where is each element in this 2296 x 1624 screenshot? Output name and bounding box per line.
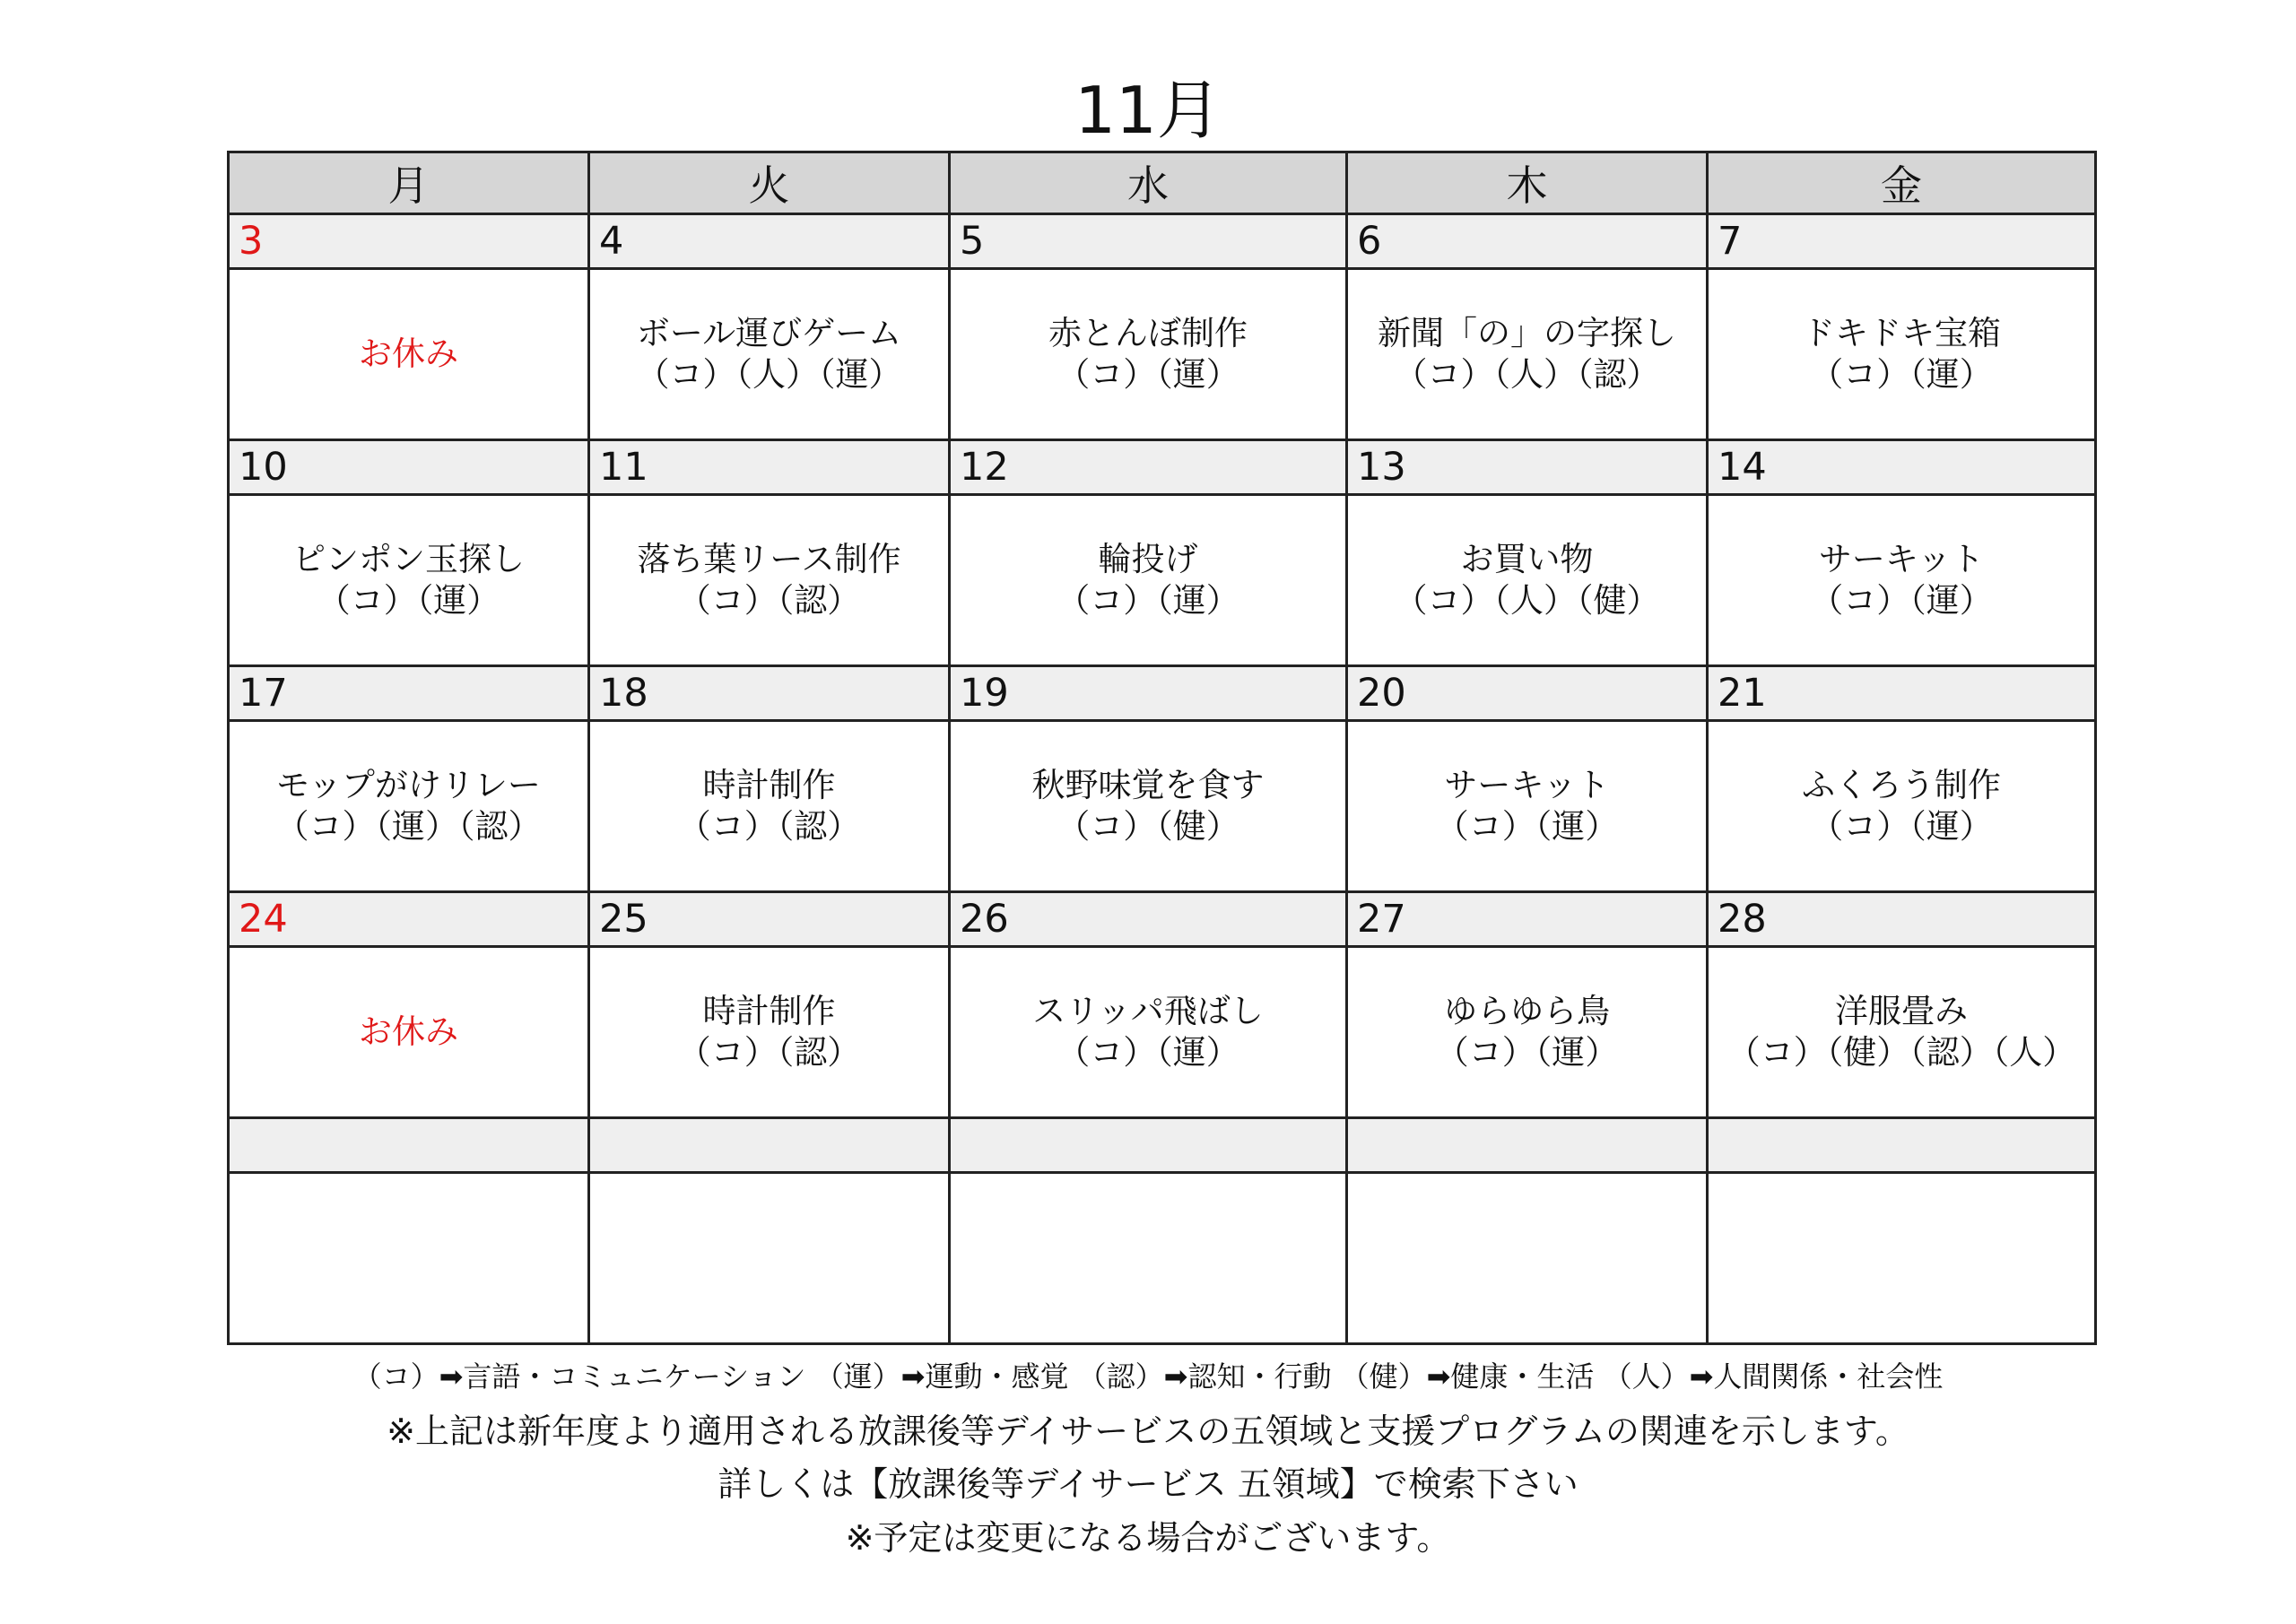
date-cell: 5 (950, 214, 1347, 269)
activity-name: ボール運びゲーム (636, 314, 902, 352)
weekday-wed: 水 (950, 152, 1347, 214)
note-schedule-change: ※予定は変更になる場合がございます。 (845, 1518, 1451, 1558)
date-cell: 12 (950, 440, 1347, 495)
activity-tags: （コ）（運） (1057, 355, 1239, 394)
activity-tags: （コ）（人）（運） (636, 355, 902, 394)
activity-cell (1347, 1173, 1708, 1344)
date-cell: 14 (1708, 440, 2096, 495)
date-cell (589, 1118, 950, 1173)
activity-tags: （コ）（健）（認）（人） (1726, 1033, 2076, 1072)
week-5-date-row (229, 1118, 2096, 1173)
weekday-thu: 木 (1347, 152, 1708, 214)
week-1-activity-row (229, 269, 2096, 440)
activity-name: 新聞「の」の字探し (1378, 314, 1676, 352)
activity-cell (950, 721, 1347, 892)
activity-cell (1708, 721, 2096, 892)
date-cell: 19 (950, 666, 1347, 721)
activity-name: サーキット (1818, 540, 1985, 578)
weekday-tue: 火 (589, 152, 950, 214)
activity-name: お買い物 (1460, 540, 1594, 578)
date-cell: 4 (589, 214, 950, 269)
week-2-activity-row (229, 495, 2096, 666)
date-cell (1347, 1118, 1708, 1173)
activity-cell (1347, 947, 1708, 1118)
date-cell: 13 (1347, 440, 1708, 495)
week-3-activity-row (229, 721, 2096, 892)
activity-tags: （コ）（運） (1435, 1033, 1619, 1072)
date-cell: 6 (1347, 214, 1708, 269)
note-search-hint: 詳しくは【放課後等デイサービス 五領域】で検索下さい (718, 1464, 1578, 1504)
activity-cell (950, 1173, 1347, 1344)
activity-name: ドキドキ宝箱 (1802, 314, 2001, 352)
activity-name: 落ち葉リース制作 (637, 540, 901, 578)
activity-cell (1708, 269, 2096, 440)
date-cell: 27 (1347, 892, 1708, 947)
activity-cell (229, 1173, 589, 1344)
activity-name: 時計制作 (702, 992, 836, 1030)
date-cell (950, 1118, 1347, 1173)
holiday-label: お休み (359, 1012, 458, 1051)
date-cell: 20 (1347, 666, 1708, 721)
activity-cell (229, 495, 589, 666)
weekday-header-row (229, 152, 2096, 214)
date-cell: 10 (229, 440, 589, 495)
activity-cell (229, 721, 589, 892)
activity-cell (229, 269, 589, 440)
date-cell: 25 (589, 892, 950, 947)
activity-tags: （コ）（認） (677, 1033, 861, 1072)
note-five-domains: ※上記は新年度より適用される放課後等デイサービスの五領域と支援プログラムの関連を示します。 (387, 1411, 1909, 1451)
date-cell: 3 (229, 214, 589, 269)
activity-name: スリッパ飛ばし (1032, 992, 1264, 1030)
activity-name: 時計制作 (702, 766, 836, 804)
activity-cell (1708, 1173, 2096, 1344)
weekday-mon: 月 (229, 152, 589, 214)
activity-cell (1708, 495, 2096, 666)
activity-tags: （コ）（人）（認） (1394, 355, 1660, 394)
activity-cell (1347, 495, 1708, 666)
activity-cell (589, 1173, 950, 1344)
date-cell: 11 (589, 440, 950, 495)
activity-tags: （コ）（運） (1057, 581, 1239, 620)
activity-name: 洋服畳み (1835, 992, 1968, 1030)
activity-name: ピンポン玉探し (292, 540, 525, 578)
week-2-date-row (229, 440, 2096, 495)
activity-tags: （コ）（認） (677, 581, 861, 620)
activity-tags: （コ）（運）（認） (275, 807, 542, 846)
activity-tags: （コ）（運） (1810, 355, 1993, 394)
activity-tags: （コ）（認） (677, 807, 861, 846)
activity-name: 赤とんぼ制作 (1048, 314, 1248, 352)
date-cell: 24 (229, 892, 589, 947)
date-cell: 7 (1708, 214, 2096, 269)
week-4-activity-row (229, 947, 2096, 1118)
date-cell: 18 (589, 666, 950, 721)
activity-tags: （コ）（運） (1057, 1033, 1239, 1072)
activity-name: 輪投げ (1098, 540, 1198, 578)
activity-tags: （コ）（健） (1057, 807, 1239, 846)
date-cell (1708, 1118, 2096, 1173)
activity-name: モップがけリレー (276, 766, 541, 804)
activity-tags: （コ）（運） (1810, 581, 1993, 620)
activity-name: 秋野味覚を食す (1031, 766, 1265, 804)
week-1-date-row (229, 214, 2096, 269)
date-cell: 17 (229, 666, 589, 721)
calendar-title: 11月 (1074, 73, 1222, 148)
activity-cell (1708, 947, 2096, 1118)
activity-cell (589, 495, 950, 666)
activity-name: ふくろう制作 (1802, 766, 2001, 804)
legend-line: （コ）➡言語・コミュニケーション （運）➡運動・感覚 （認）➡認知・行動 （健）➡健康・生活 （人）➡人間関係・社会性 (352, 1359, 1944, 1394)
activity-cell (589, 269, 950, 440)
date-cell: 28 (1708, 892, 2096, 947)
date-cell (229, 1118, 589, 1173)
holiday-label: お休み (359, 334, 458, 373)
activity-tags: （コ）（人）（健） (1394, 581, 1660, 620)
activity-cell (950, 495, 1347, 666)
activity-cell (589, 721, 950, 892)
date-cell: 21 (1708, 666, 2096, 721)
week-3-date-row (229, 666, 2096, 721)
activity-cell (1347, 721, 1708, 892)
date-cell: 26 (950, 892, 1347, 947)
monthly-calendar (227, 151, 2097, 1345)
activity-cell (950, 947, 1347, 1118)
activity-cell (229, 947, 589, 1118)
activity-cell (1347, 269, 1708, 440)
weekday-fri: 金 (1708, 152, 2096, 214)
activity-tags: （コ）（運） (1810, 807, 1993, 846)
activity-name: ゆらゆら鳥 (1444, 992, 1610, 1030)
activity-tags: （コ）（運） (317, 581, 500, 620)
activity-cell (950, 269, 1347, 440)
activity-name: サーキット (1444, 766, 1610, 804)
week-5-activity-row (229, 1173, 2096, 1344)
activity-tags: （コ）（運） (1435, 807, 1619, 846)
week-4-date-row (229, 892, 2096, 947)
activity-cell (589, 947, 950, 1118)
